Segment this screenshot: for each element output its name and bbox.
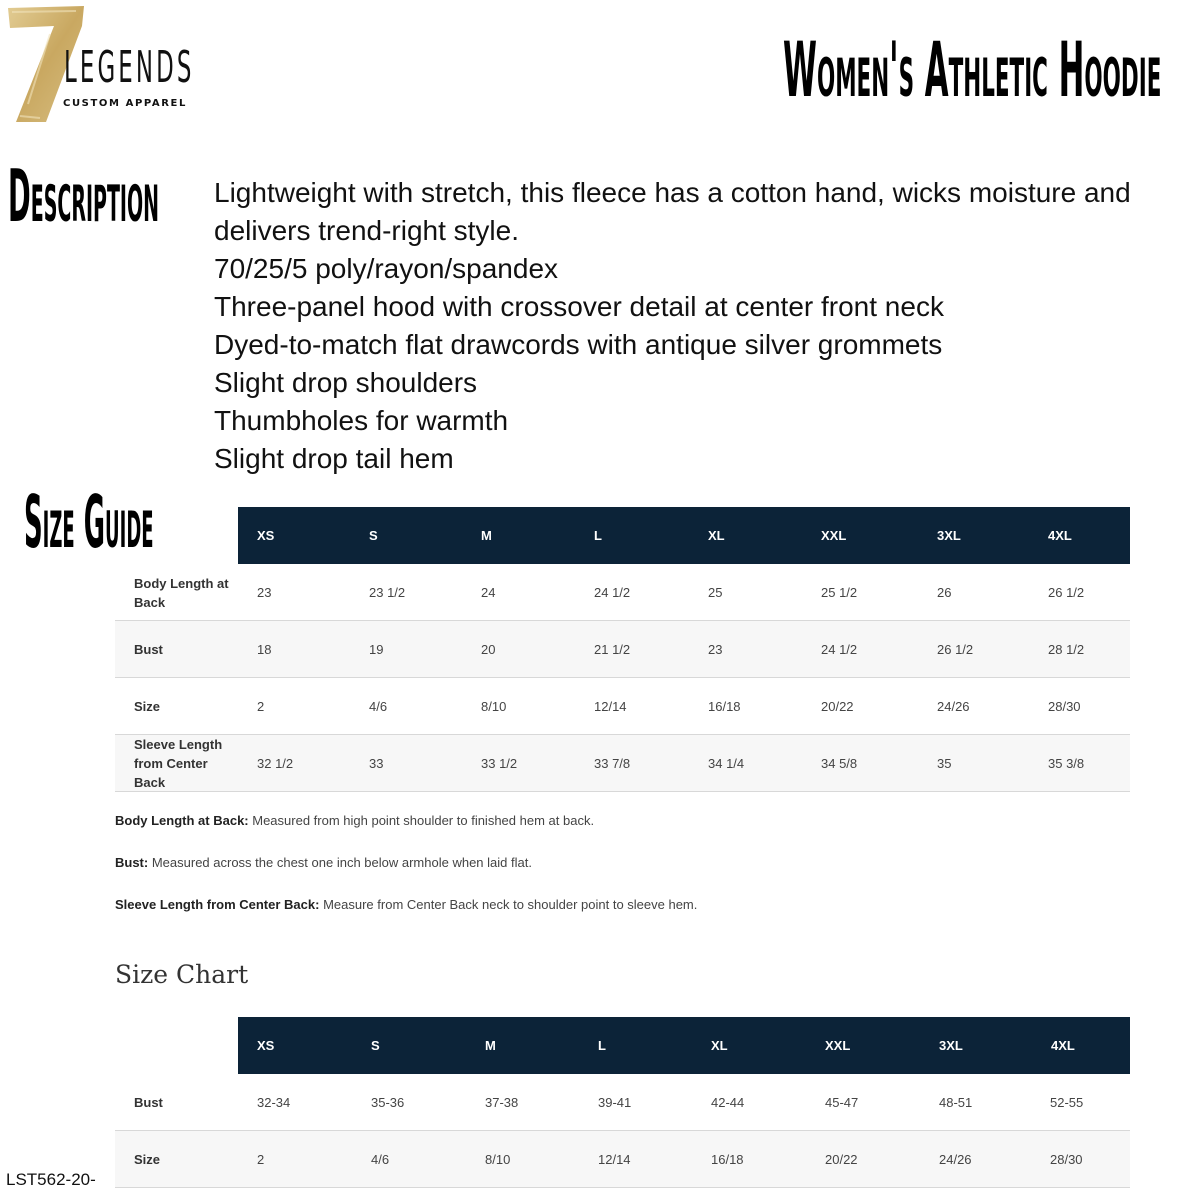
table-cell: 32-34 (257, 1095, 291, 1110)
column-header: 4XL (1048, 528, 1072, 543)
row-label: Bust (134, 1095, 163, 1110)
product-code: LST562-20- (6, 1170, 96, 1189)
table-cell: 35-36 (371, 1095, 405, 1110)
table-cell: 28/30 (1050, 1152, 1083, 1167)
note-text: Measure from Center Back neck to shoulder point to sleeve hem. (323, 897, 698, 912)
table-cell: 20/22 (825, 1152, 858, 1167)
table-cell: 25 (708, 585, 723, 600)
table-cell: 8/10 (481, 699, 507, 714)
description-line: Thumbholes for warmth (214, 405, 509, 436)
note-text: Measured across the chest one inch below armhole when laid flat. (151, 855, 532, 870)
column-header: XL (708, 528, 725, 543)
table-row (115, 1074, 1130, 1131)
table-cell: 33 (369, 756, 384, 771)
logo-subtitle: CUSTOM APPAREL (63, 98, 187, 109)
table-cell: 21 1/2 (594, 642, 631, 657)
description-body (214, 174, 1174, 478)
column-header: M (485, 1038, 496, 1053)
table-cell: 39-41 (598, 1095, 632, 1110)
table-cell: 23 (257, 585, 272, 600)
table-cell: 28 1/2 (1048, 642, 1085, 657)
description-line: Lightweight with stretch, this fleece has a cotton hand, wicks moisture and delivers trend-right style. (214, 177, 1131, 246)
table-cell: 4/6 (371, 1152, 390, 1167)
table-header (238, 507, 1130, 564)
table-row (115, 621, 1130, 678)
table-cell: 48-51 (939, 1095, 973, 1110)
table-row (115, 1131, 1130, 1188)
table-cell: 24/26 (937, 699, 970, 714)
note-item (115, 897, 697, 912)
table-cell: 4/6 (369, 699, 388, 714)
column-header: 3XL (937, 528, 961, 543)
table-cell: 28/30 (1048, 699, 1081, 714)
table-cell: 32 1/2 (257, 756, 294, 771)
column-header: XXL (825, 1038, 851, 1053)
description-line: Dyed-to-match flat drawcords with antique silver grommets (214, 329, 943, 360)
table-cell: 12/14 (598, 1152, 631, 1167)
measurement-notes (115, 813, 697, 939)
table-row (115, 735, 1130, 792)
description-line: Slight drop shoulders (214, 367, 478, 398)
description-heading: Description (8, 154, 160, 238)
table-row (115, 678, 1130, 735)
brand-logo (6, 4, 195, 124)
table-cell: 23 (708, 642, 723, 657)
column-header: S (371, 1038, 380, 1053)
row-label: Size (134, 699, 161, 714)
note-term: Body Length at Back: (115, 813, 249, 828)
table-cell: 26 (937, 585, 952, 600)
column-header: M (481, 528, 492, 543)
table-cell: 24 1/2 (594, 585, 631, 600)
table-cell: 19 (369, 642, 384, 657)
table-cell: 35 3/8 (1048, 756, 1085, 771)
table-cell: 16/18 (708, 699, 741, 714)
table-cell: 18 (257, 642, 272, 657)
table-cell: 20 (481, 642, 496, 657)
table-cell: 8/10 (485, 1152, 511, 1167)
table-cell: 2 (257, 699, 265, 714)
column-header: XXL (821, 528, 847, 543)
table-cell: 24/26 (939, 1152, 972, 1167)
column-header: L (598, 1038, 606, 1053)
table-cell: 25 1/2 (821, 585, 858, 600)
column-header: XS (257, 528, 275, 543)
column-header: XS (257, 1038, 275, 1053)
table-cell: 34 5/8 (821, 756, 858, 771)
note-text: Measured from high point shoulder to finished hem at back. (252, 813, 595, 828)
description-line: 70/25/5 poly/rayon/spandex (214, 253, 559, 284)
table-cell: 42-44 (711, 1095, 745, 1110)
table-cell: 24 1/2 (821, 642, 858, 657)
size-chart-heading: Size Chart (115, 960, 249, 989)
row-label: Body Length at Back (134, 575, 229, 610)
page-title: Women's Athletic Hoodie (783, 25, 1162, 114)
table-cell: 35 (937, 756, 952, 771)
table-cell: 23 1/2 (369, 585, 406, 600)
table-cell: 37-38 (485, 1095, 519, 1110)
table-cell: 24 (481, 585, 496, 600)
table-cell: 2 (257, 1152, 265, 1167)
table-cell: 52-55 (1050, 1095, 1084, 1110)
note-term: Bust: (115, 855, 149, 870)
table-row (115, 564, 1130, 621)
note-item (115, 813, 697, 828)
column-header: 3XL (939, 1038, 963, 1053)
table-cell: 34 1/4 (708, 756, 745, 771)
size-guide-heading: Size Guide (24, 480, 154, 564)
note-term: Sleeve Length from Center Back: (115, 897, 320, 912)
column-header: 4XL (1051, 1038, 1075, 1053)
row-label: Size (134, 1152, 161, 1167)
column-header: XL (711, 1038, 728, 1053)
note-item (115, 855, 697, 870)
table-cell: 45-47 (825, 1095, 859, 1110)
logo-wordmark: LEGENDS (64, 42, 195, 93)
table-header (238, 1017, 1130, 1074)
table-cell: 33 7/8 (594, 756, 631, 771)
row-label: Sleeve Length from Center Back (134, 737, 223, 790)
description-line: Three-panel hood with crossover detail at center front neck (214, 291, 944, 322)
description-line: Slight drop tail hem (214, 443, 454, 474)
table-cell: 26 1/2 (1048, 585, 1085, 600)
row-label: Bust (134, 642, 163, 657)
table-cell: 20/22 (821, 699, 854, 714)
table-cell: 33 1/2 (481, 756, 518, 771)
size-chart-table (115, 1017, 1130, 1189)
column-header: S (369, 528, 378, 543)
column-header: L (594, 528, 602, 543)
table-cell: 16/18 (711, 1152, 744, 1167)
table-cell: 26 1/2 (937, 642, 974, 657)
size-guide-table (115, 507, 1130, 793)
table-cell: 12/14 (594, 699, 627, 714)
